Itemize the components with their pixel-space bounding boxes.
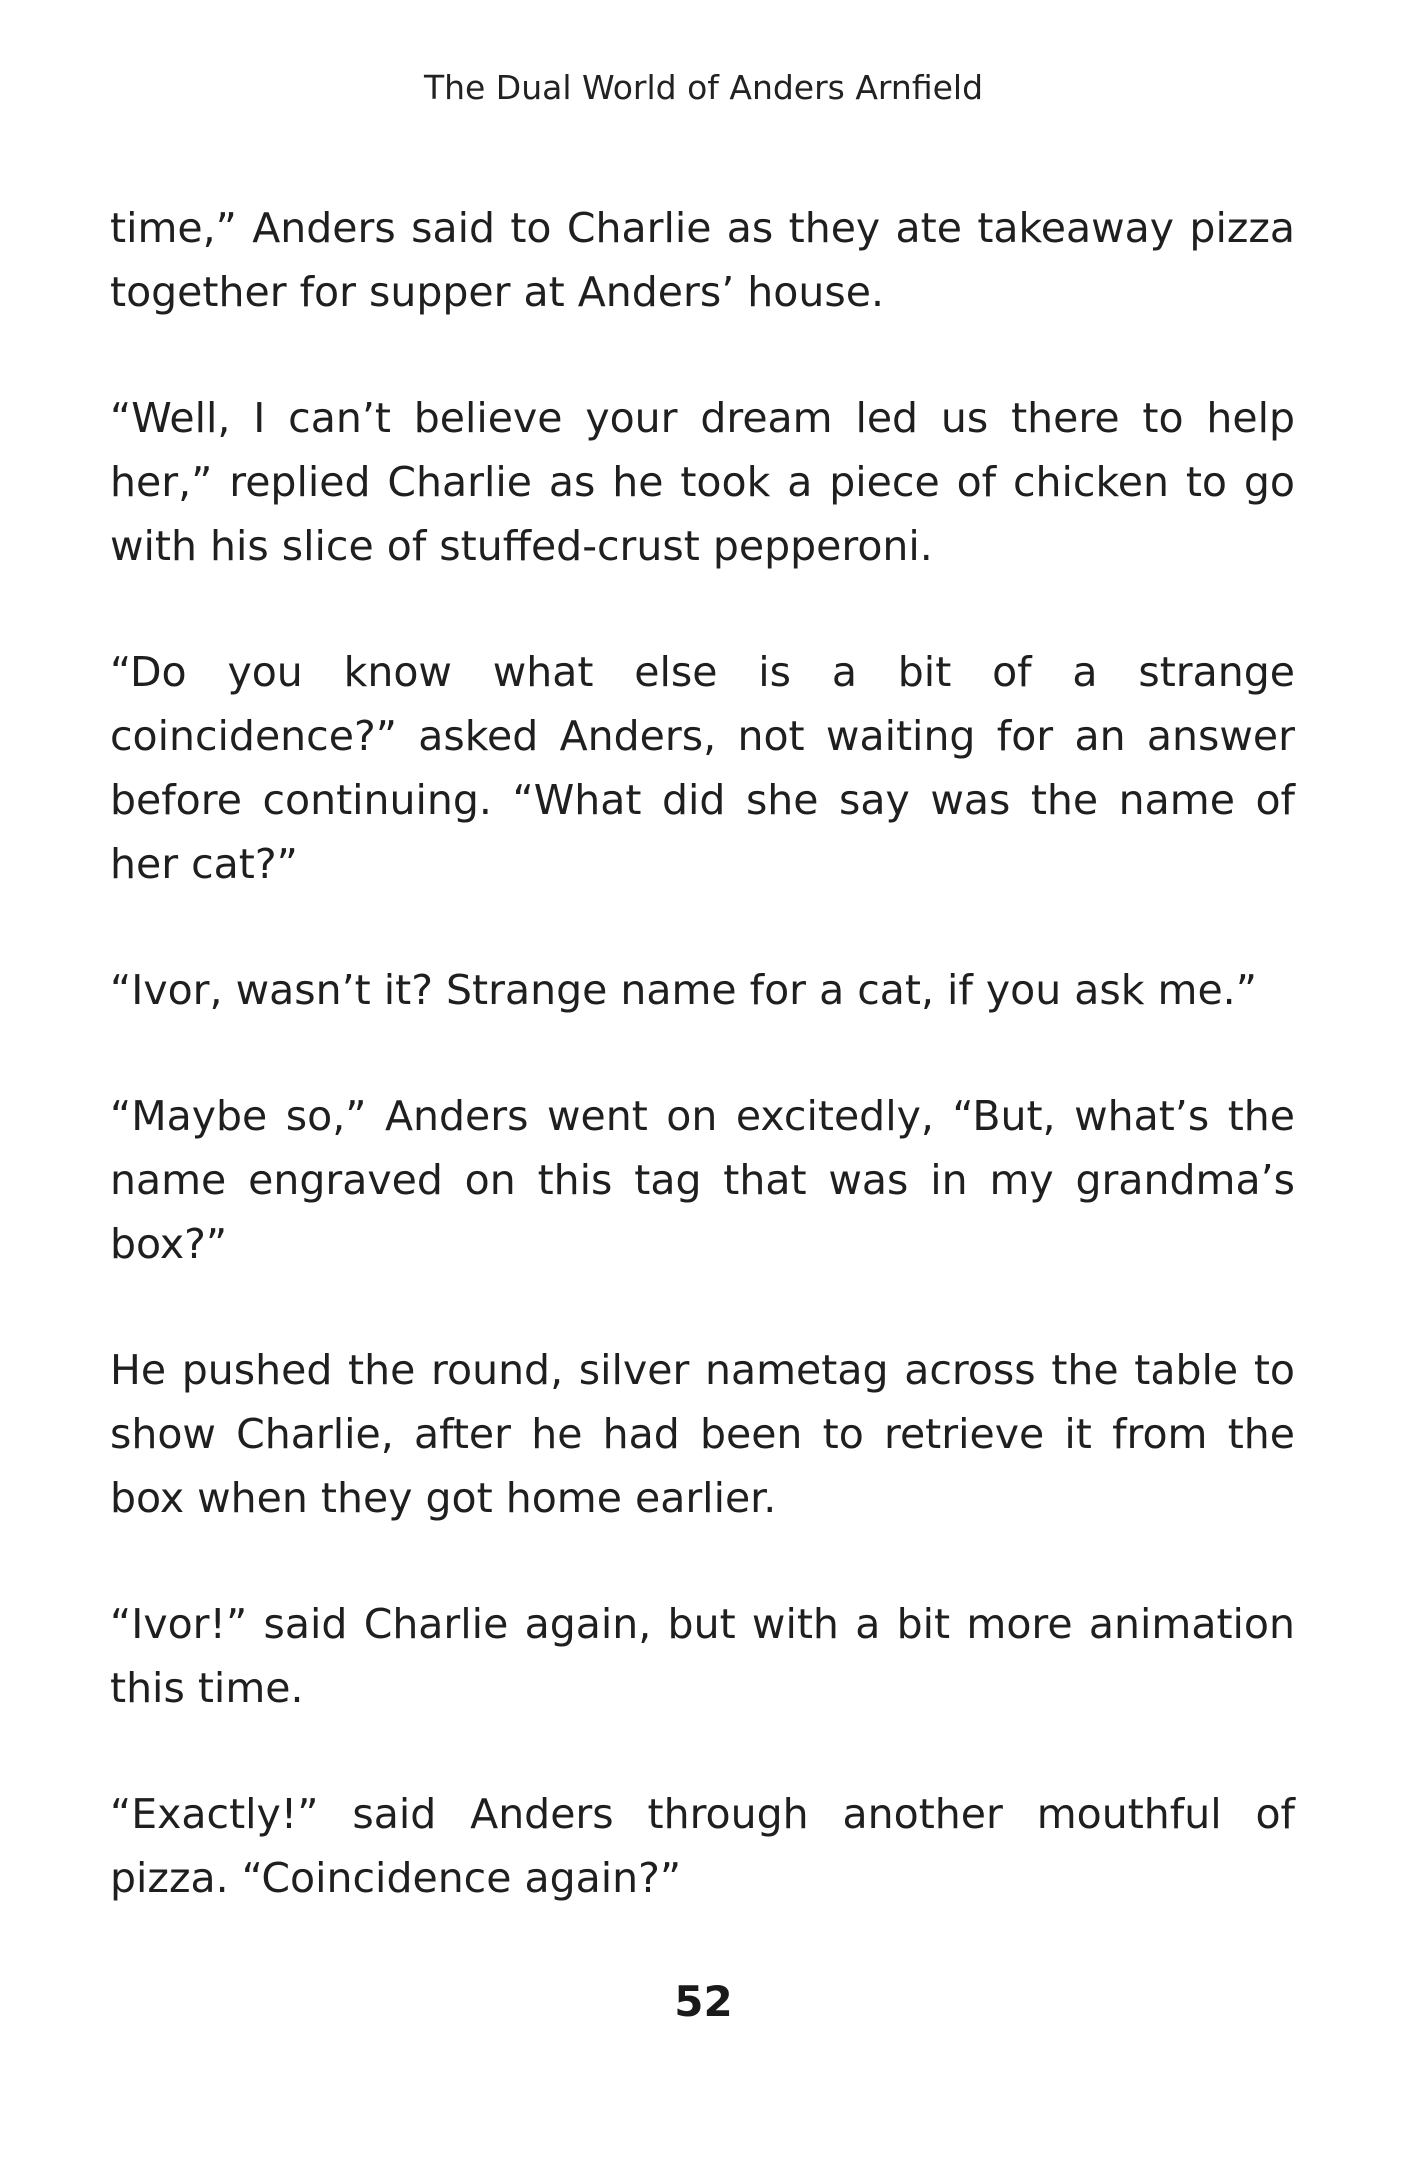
paragraph: “Maybe so,” Anders went on excitedly, “But, what’s the name engraved on this tag that was in my grandma’s box?” xyxy=(110,1092,1295,1268)
paragraph: “Do you know what else is a bit of a strange coincidence?” asked Anders, not waiting for an answer before continuing. “What did she say was the name of her cat?” xyxy=(110,648,1295,888)
paragraph: “Well, I can’t believe your dream led us there to help her,” replied Charlie as he took a piece of chicken to go with his slice of stuffed-crust pepperoni. xyxy=(110,394,1295,570)
paragraph: “Exactly!” said Anders through another mouthful of pizza. “Coincidence again?” xyxy=(110,1790,1295,1902)
running-header: The Dual World of Anders Arnfield xyxy=(423,68,984,107)
paragraph: He pushed the round, silver nametag across the table to show Charlie, after he had been to retrieve it from the box when they got home earlier. xyxy=(110,1346,1295,1522)
paragraph: “Ivor!” said Charlie again, but with a bit more animation this time. xyxy=(110,1600,1295,1712)
paragraph: time,” Anders said to Charlie as they ate takeaway pizza together for supper at Anders’ house. xyxy=(110,204,1295,316)
page-number: 52 xyxy=(674,1977,733,2026)
page-body xyxy=(110,196,1295,1972)
paragraph: “Ivor, wasn’t it? Strange name for a cat, if you ask me.” xyxy=(110,966,1257,1014)
